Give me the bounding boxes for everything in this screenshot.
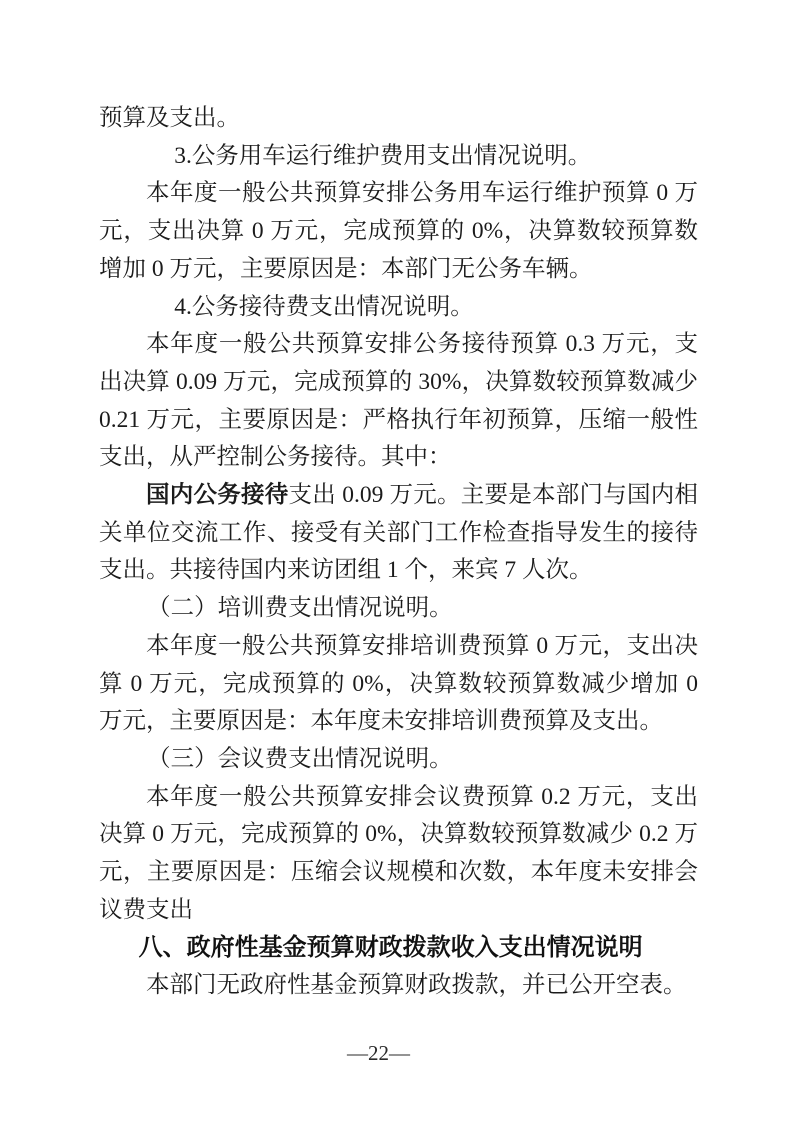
paragraph-official-reception-detail: 本年度一般公共预算安排公务接待预算 0.3 万元，支出决算 0.09 万元，完成预算的 30%，决算数较预算数减少 0.21 万元，主要原因是：严格执行年初预算，压缩一般性支出，从严控制公务接待。其中： [99,331,698,471]
domestic-reception-text: 支出 0.09 万元。主要是本部门与国内相关单位交流工作、接受有关部门工作检查指导发生的接待支出。共接待国内来访团组 1 个，来宾 7 人次。 [99,482,699,584]
subheading-training-fee: （二）培训费支出情况说明。 [147,595,453,622]
paragraph-meeting-fee-detail: 本年度一般公共预算安排会议费预算 0.2 万元，支出决算 0 万元，完成预算的 0%，决算数较预算数减少 0.2 万元，主要原因是：压缩会议规模和次数，本年度未安排会议费支出 [99,783,698,923]
page-number: —22— [347,1041,410,1065]
paragraph-government-fund-detail: 本部门无政府性基金预算财政拨款，并已公开空表。 [146,972,687,999]
subheading-vehicle-maintenance-expense: 3.公务用车运行维护费用支出情况说明。 [174,142,592,169]
paragraph-training-fee-detail: 本年度一般公共预算安排培训费预算 0 万元，支出决算 0 万元，完成预算的 0%，决算数较预算数减少增加 0 万元，主要原因是：本年度未安排培训费预算及支出。 [99,632,698,735]
subheading-meeting-fee: （三）会议费支出情况说明。 [147,745,453,772]
paragraph-vehicle-maintenance-detail: 本年度一般公共预算安排公务用车运行维护预算 0 万元，支出决算 0 万元，完成预算的 0%，决算数较预算数增加 0 万元，主要原因是：本部门无公务车辆。 [99,180,698,282]
document-body [99,100,698,1005]
domestic-reception-bold-label: 国内公务接待 [146,482,289,509]
paragraph-domestic-reception [99,477,698,590]
subheading-official-reception-expense: 4.公务接待费支出情况说明。 [174,293,474,320]
paragraph-budget-continuation: 预算及支出。 [99,105,240,131]
heading-government-fund-section: 八、政府性基金预算财政拨款收入支出情况说明 [138,934,643,962]
